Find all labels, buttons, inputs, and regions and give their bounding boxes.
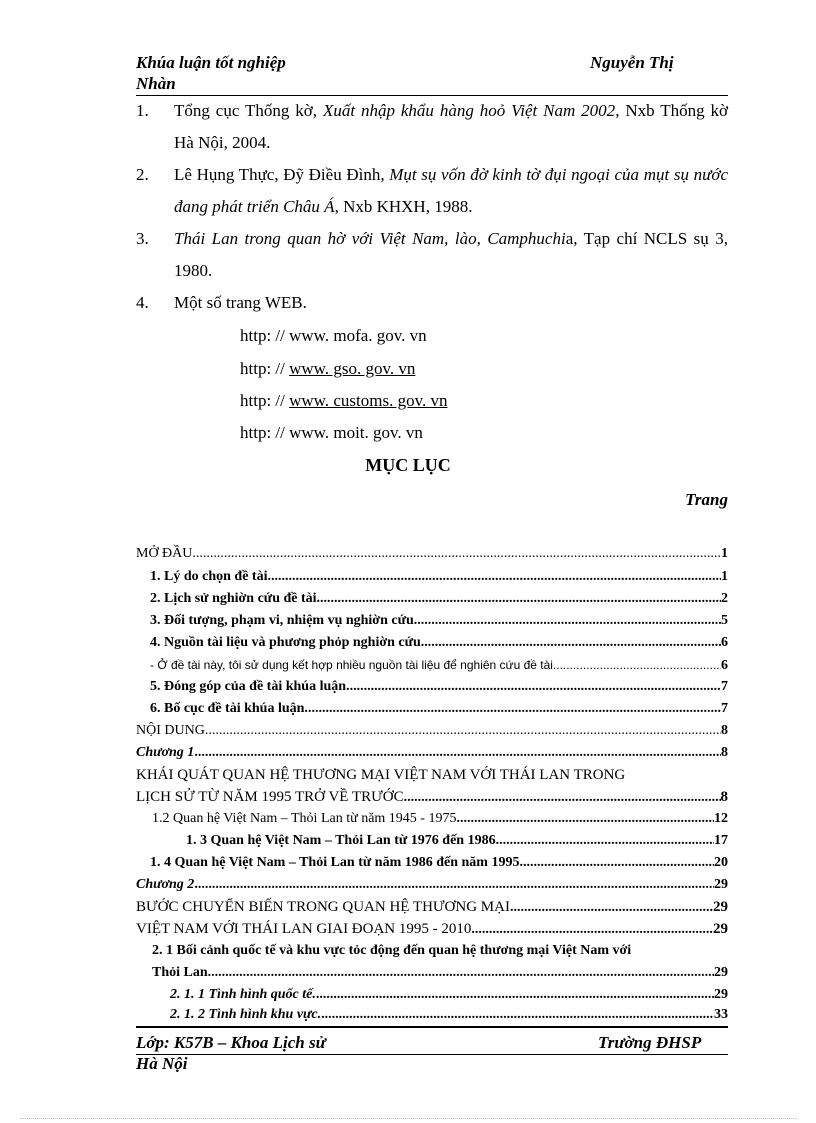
toc-label: 4. Nguồn tài liệu và phương phỏp nghiờn cứu [150, 635, 421, 650]
toc-row[interactable] [136, 786, 728, 809]
toc-label: Chương 1 [136, 745, 195, 760]
reference-number: 4. [136, 293, 149, 312]
url-link[interactable]: www. mofa. gov. vn [289, 326, 427, 345]
header-continuation: Nhàn [136, 74, 176, 93]
toc-row[interactable] [150, 632, 728, 654]
url-prefix: http: // [240, 326, 290, 345]
toc-label: NỘI DUNG [136, 723, 205, 738]
url-prefix: http: // [240, 391, 290, 410]
toc-page: 29 [714, 965, 728, 980]
footer-continuation: Hà Nội [136, 1054, 188, 1073]
toc-row[interactable] [136, 543, 728, 565]
toc-row[interactable] [136, 720, 728, 742]
toc-page: 17 [714, 833, 728, 848]
footer-right: Trường ĐHSP [598, 1033, 702, 1052]
toc-page: 1 [721, 569, 728, 584]
reference-segment: a, Tạp chí NCLS sụ 3, 1980. [174, 229, 728, 280]
reference-number: 3. [136, 229, 149, 248]
toc-row[interactable] [136, 918, 728, 941]
toc-page: 29 [713, 921, 728, 937]
reference-title: Thái Lan trong quan hờ với Việt Nam, lào, Camphuchi [174, 229, 566, 248]
url-link[interactable]: www. customs. gov. vn [289, 391, 448, 410]
reference-segment: Lê Hụng Thực, Đỹ Điều Đình, [174, 165, 390, 184]
toc-label: 1. 4 Quan hệ Việt Nam – Thỏi Lan từ năm 1986 đến năm 1995 [150, 855, 520, 870]
reference-segment: , Nxb KHXH, 1988. [334, 197, 473, 216]
footer-rule [136, 1026, 728, 1028]
toc-page: 7 [721, 679, 728, 694]
toc-page: 29 [714, 987, 728, 1002]
reference-number: 2. [136, 165, 149, 184]
table-of-contents [136, 0, 728, 1123]
toc-label: 1. 3 Quan hệ Việt Nam – Thỏi Lan từ 1976 đến 1986 [186, 833, 496, 848]
toc-page: 8 [721, 745, 728, 760]
header-left: Khúa luận tốt nghiệp [136, 53, 286, 72]
toc-page: 2 [721, 591, 728, 606]
reference-title: Xuất nhập khẩu hàng hoỏ Việt Nam 2002 [322, 101, 616, 120]
toc-label: Chương 2 [136, 877, 195, 892]
toc-page: 7 [721, 701, 728, 716]
toc-row[interactable] [136, 874, 728, 896]
toc-label: 1. Lý do chọn đề tài [150, 569, 268, 584]
toc-label: 5. Đóng góp của đề tài khúa luận [150, 679, 347, 694]
toc-page: 1 [721, 546, 728, 561]
toc-label: 2. 1. 1 Tình hình quốc tế. [170, 987, 316, 1002]
toc-row[interactable] [136, 764, 728, 786]
header-right: Nguyễn Thị [590, 53, 674, 72]
toc-page: 8 [721, 723, 728, 738]
toc-row[interactable] [150, 654, 728, 677]
toc-row[interactable] [150, 676, 728, 698]
toc-page: 5 [721, 613, 728, 628]
toc-label: 2. 1. 2 Tình hình khu vực. [170, 1007, 322, 1022]
toc-page: 6 [721, 658, 728, 673]
toc-label: Thỏi Lan. [152, 965, 212, 980]
toc-row[interactable] [186, 830, 728, 852]
toc-label: 2. 1 Bối cảnh quốc tế và khu vực tỏc động đến quan hệ thương mại Việt Nam với [152, 943, 632, 958]
toc-label: 1.2 Quan hệ Việt Nam – Thỏi Lan từ năm 1945 - 1975 [152, 811, 457, 826]
toc-row[interactable] [170, 984, 728, 1006]
toc-page-label: Trang [685, 490, 728, 509]
footer-rule-bottom [136, 1054, 728, 1055]
toc-label: - Ở đề tài này, tôi sử dụng kết hợp nhiều nguồn tài liệu để nghiên cứu đề tài. [150, 658, 557, 672]
toc-row[interactable] [136, 742, 728, 764]
toc-page: 29 [714, 877, 728, 892]
toc-row[interactable] [150, 588, 728, 610]
reference-title: Mụt sụ vốn đờ kinh tờ đụi ngoại của mụt sụ nước đang phát triển Châu Á [174, 165, 728, 216]
reference-segment: , Nxb Thống kờ Hà Nội, 2004. [174, 101, 729, 152]
url-prefix: http: // [240, 359, 290, 378]
url-link[interactable]: www. moit. gov. vn [289, 423, 423, 442]
toc-label: KHÁI QUÁT QUAN HỆ THƯƠNG MẠI VIỆT NAM VỚI THÁI LAN TRONG [136, 767, 626, 783]
toc-label: VIỆT NAM VỚI THÁI LAN GIAI ĐOẠN 1995 - 2010 [136, 921, 472, 937]
reference-segment: Tổng cục Thống kờ, [174, 101, 323, 120]
toc-row[interactable] [150, 698, 728, 720]
toc-label: 6. Bố cục đề tài khúa luận. [150, 701, 308, 716]
toc-row[interactable] [150, 566, 728, 588]
toc-page: 6 [721, 635, 728, 650]
toc-title: MỤC LỤC [365, 455, 451, 475]
url-link[interactable]: www. gso. gov. vn [289, 359, 416, 378]
toc-page: 8 [720, 789, 728, 805]
footer-left: Lớp: K57B – Khoa Lịch sử [136, 1033, 326, 1052]
page-edge [20, 1118, 796, 1119]
toc-row[interactable] [152, 808, 728, 830]
reference-number: 1. [136, 101, 149, 120]
toc-row[interactable] [152, 962, 728, 984]
reference-segment: Một số trang WEB. [174, 293, 307, 312]
toc-row[interactable] [150, 852, 728, 874]
toc-label: BƯỚC CHUYỂN BIẾN TRONG QUAN HỆ THƯƠNG MẠI [136, 899, 510, 915]
toc-page: 12 [714, 811, 728, 826]
toc-label: 2. Lịch sử nghiờn cứu đề tài [150, 591, 317, 606]
toc-label: 3. Đối tượng, phạm vi, nhiệm vụ nghiờn cứu. [150, 613, 418, 628]
toc-row[interactable] [150, 610, 728, 632]
toc-label: LỊCH SỬ TỪ NĂM 1995 TRỞ VỀ TRƯỚC [136, 789, 404, 805]
toc-page: 20 [714, 855, 728, 870]
toc-label: MỞ ĐẦU [136, 546, 193, 561]
toc-row[interactable] [170, 1004, 728, 1026]
toc-row[interactable] [136, 896, 728, 919]
toc-row[interactable] [152, 940, 728, 962]
url-prefix: http: // [240, 423, 290, 442]
toc-page: 29 [713, 899, 728, 915]
toc-page: 33 [714, 1007, 728, 1022]
